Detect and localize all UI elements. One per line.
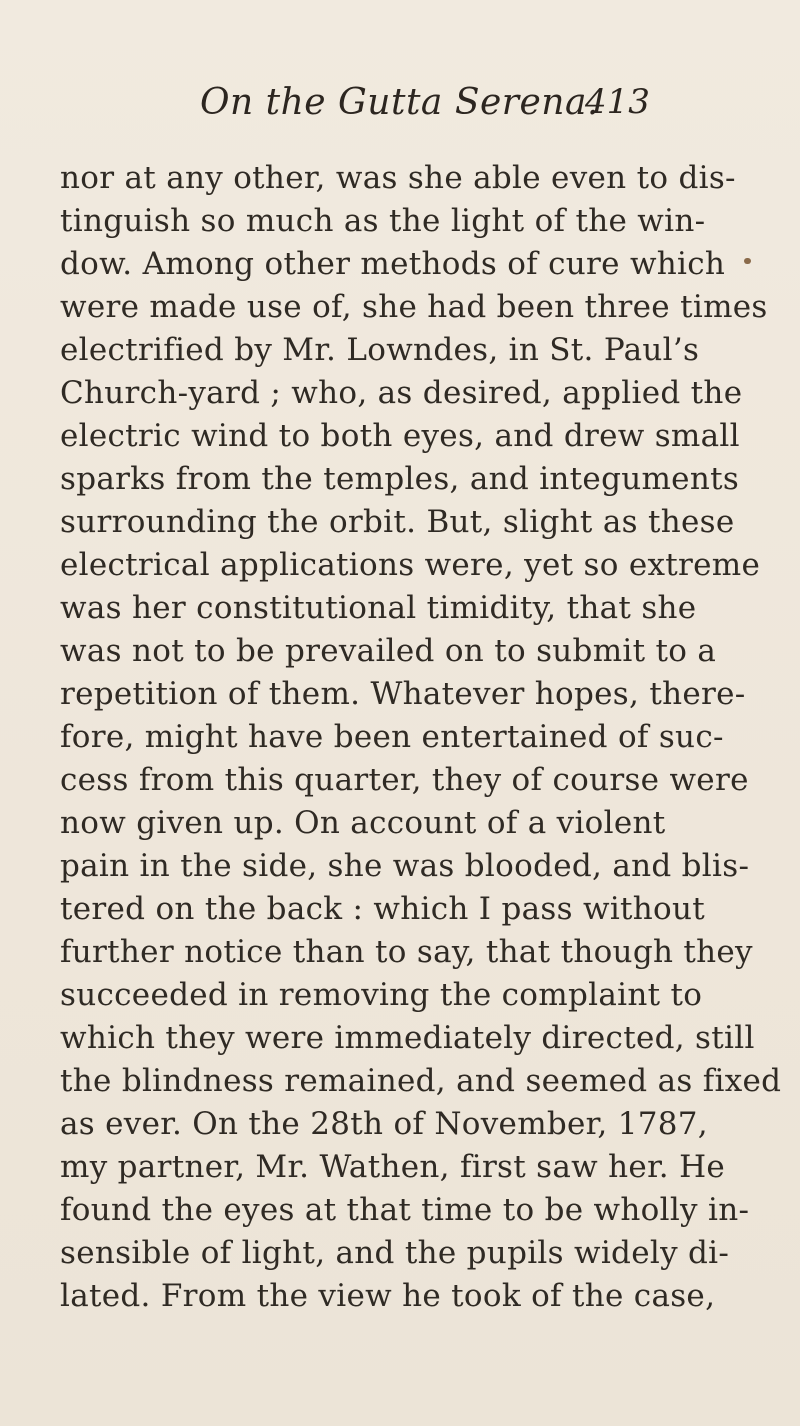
text-line: was not to be prevailed on to submit to a <box>60 633 717 669</box>
text-line: electric wind to both eyes, and drew small <box>60 418 740 454</box>
text-line: found the eyes at that time to be wholly in- <box>60 1192 750 1228</box>
text-line: which they were immediately directed, still <box>60 1020 755 1056</box>
text-line: my partner, Mr. Wathen, first saw her. He <box>60 1149 726 1185</box>
page-header <box>0 82 800 132</box>
paper-speck <box>744 258 751 264</box>
text-line: pain in the side, she was blooded, and blis- <box>60 848 750 884</box>
text-line: now given up. On account of a violent <box>60 805 666 841</box>
running-title: On the Gutta Serena. <box>200 82 599 123</box>
text-line: surrounding the orbit. But, slight as these <box>60 504 735 540</box>
text-line: the blindness remained, and seemed as fixed <box>60 1063 782 1099</box>
text-line: electrified by Mr. Lowndes, in St. Paul’s <box>60 332 700 368</box>
text-line: cess from this quarter, they of course were <box>60 762 749 798</box>
text-line: repetition of them. Whatever hopes, there- <box>60 676 746 712</box>
text-line: was her constitutional timidity, that she <box>60 590 697 626</box>
text-line: as ever. On the 28th of November, 1787, <box>60 1106 708 1142</box>
text-line: dow. Among other methods of cure which <box>60 246 726 282</box>
text-line: tinguish so much as the light of the win- <box>60 203 706 239</box>
text-line: succeeded in removing the complaint to <box>60 977 703 1013</box>
text-line: lated. From the view he took of the case, <box>60 1278 716 1314</box>
text-line: electrical applications were, yet so extreme <box>60 547 761 583</box>
text-line: further notice than to say, that though they <box>60 934 753 970</box>
text-line: Church-yard ; who, as desired, applied the <box>60 375 743 411</box>
text-line: nor at any other, was she able even to dis- <box>60 160 736 196</box>
text-line: fore, might have been entertained of suc- <box>60 719 724 755</box>
text-line: tered on the back : which I pass without <box>60 891 706 927</box>
text-line: were made use of, she had been three times <box>60 289 768 325</box>
text-line: sparks from the temples, and integuments <box>60 461 740 497</box>
text-line: sensible of light, and the pupils widely di- <box>60 1235 730 1271</box>
page-number: 413 <box>585 82 650 122</box>
